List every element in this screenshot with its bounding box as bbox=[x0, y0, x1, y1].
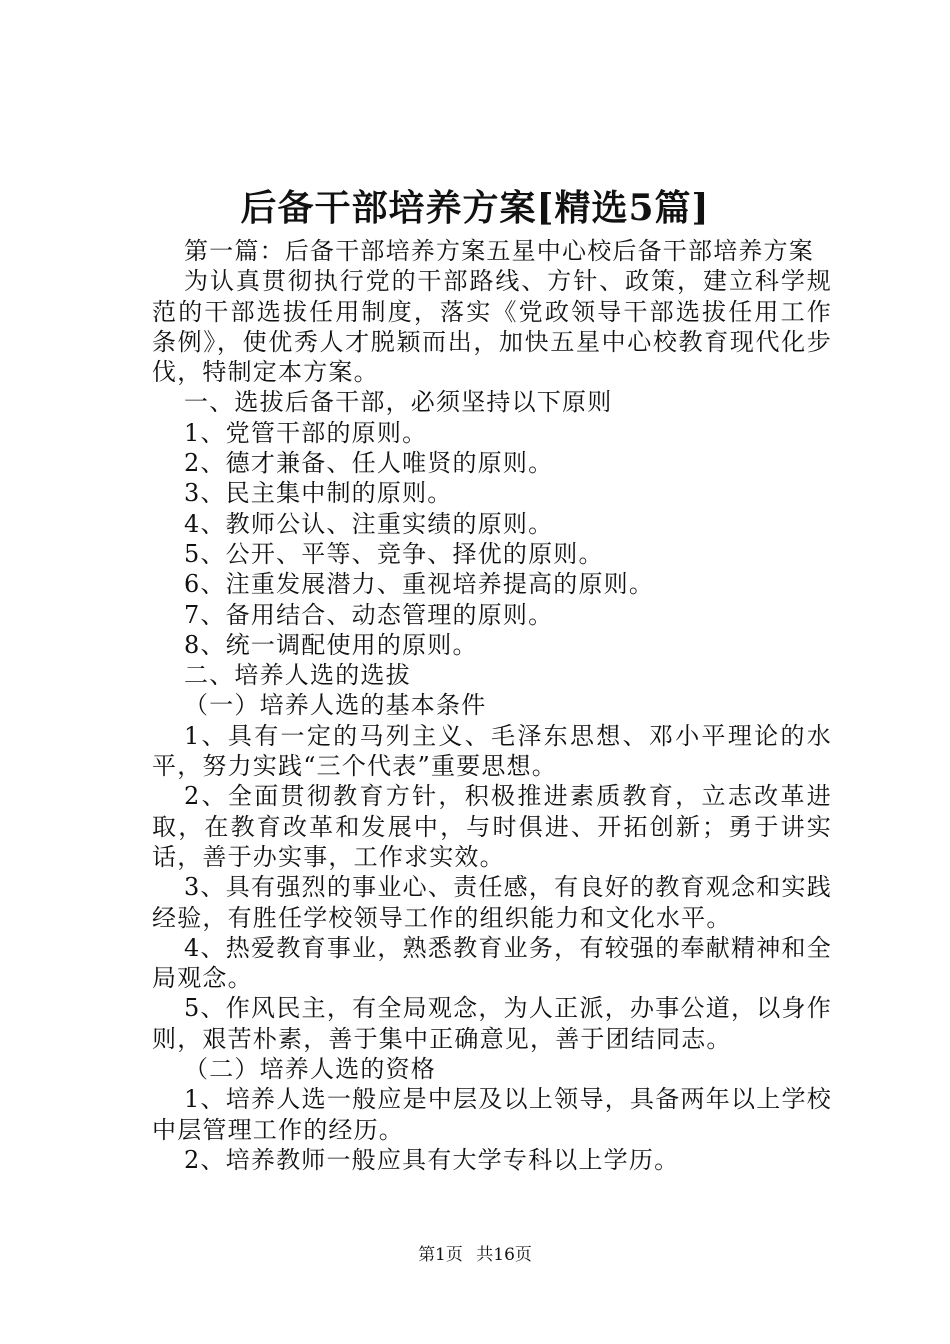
list-item: 5、作风民主，有全局观念，为人正派，办事公道，以身作则，艰苦朴素，善于集中正确意见，善于团结同志。 bbox=[152, 994, 832, 1053]
page-number: 第1页 bbox=[418, 1245, 463, 1265]
list-item: 2、培养教师一般应具有大学专科以上学历。 bbox=[184, 1145, 680, 1174]
list-item: 2、德才兼备、任人唯贤的原则。 bbox=[184, 449, 554, 478]
list-item: 2、全面贯彻教育方针，积极推进素质教育，立志改革进取，在教育改革和发展中，与时俱进、开拓创新；勇于讲实话，善于办实事，工作求实效。 bbox=[152, 782, 832, 871]
list-item: 1、党管干部的原则。 bbox=[184, 418, 428, 447]
document-title: 后备干部培养方案[精选5篇] bbox=[240, 187, 710, 229]
list-item: 3、民主集中制的原则。 bbox=[184, 479, 453, 508]
subsection-heading: （一）培养人选的基本条件 bbox=[184, 691, 487, 720]
list-item: 1、具有一定的马列主义、毛泽东思想、邓小平理论的水平，努力实践“三个代表”重要思想。 bbox=[152, 721, 832, 781]
document-body bbox=[152, 236, 832, 1175]
subsection-heading: （二）培养人选的资格 bbox=[184, 1055, 436, 1084]
section-heading: 二、培养人选的选拔 bbox=[184, 661, 411, 690]
list-item: 6、注重发展潜力、重视培养提高的原则。 bbox=[184, 570, 655, 599]
list-item: 5、公开、平等、竞争、择优的原则。 bbox=[184, 539, 604, 568]
list-item: 7、备用结合、动态管理的原则。 bbox=[184, 600, 554, 629]
list-item: 8、统一调配使用的原则。 bbox=[184, 630, 478, 659]
page-total: 共16页 bbox=[476, 1245, 532, 1265]
list-item: 1、培养人选一般应是中层及以上领导，具备两年以上学校中层管理工作的经历。 bbox=[152, 1085, 832, 1144]
paragraph: 为认真贯彻执行党的干部路线、方针、政策，建立科学规范的干部选拔任用制度，落实《党政领导干部选拔任用工作条例》，使优秀人才脱颖而出，加快五星中心校教育现代化步伐，特制定本方案。 bbox=[152, 267, 832, 387]
list-item: 4、教师公认、注重实绩的原则。 bbox=[184, 509, 554, 538]
list-item: 3、具有强烈的事业心、责任感，有良好的教育观念和实践经验，有胜任学校领导工作的组织能力和文化水平。 bbox=[152, 873, 832, 932]
paragraph: 第一篇：后备干部培养方案五星中心校后备干部培养方案 bbox=[184, 237, 814, 265]
page-footer bbox=[0, 1244, 950, 1266]
section-heading: 一、选拔后备干部，必须坚持以下原则 bbox=[184, 388, 613, 417]
list-item: 4、热爱教育事业，熟悉教育业务，有较强的奉献精神和全局观念。 bbox=[152, 933, 832, 993]
